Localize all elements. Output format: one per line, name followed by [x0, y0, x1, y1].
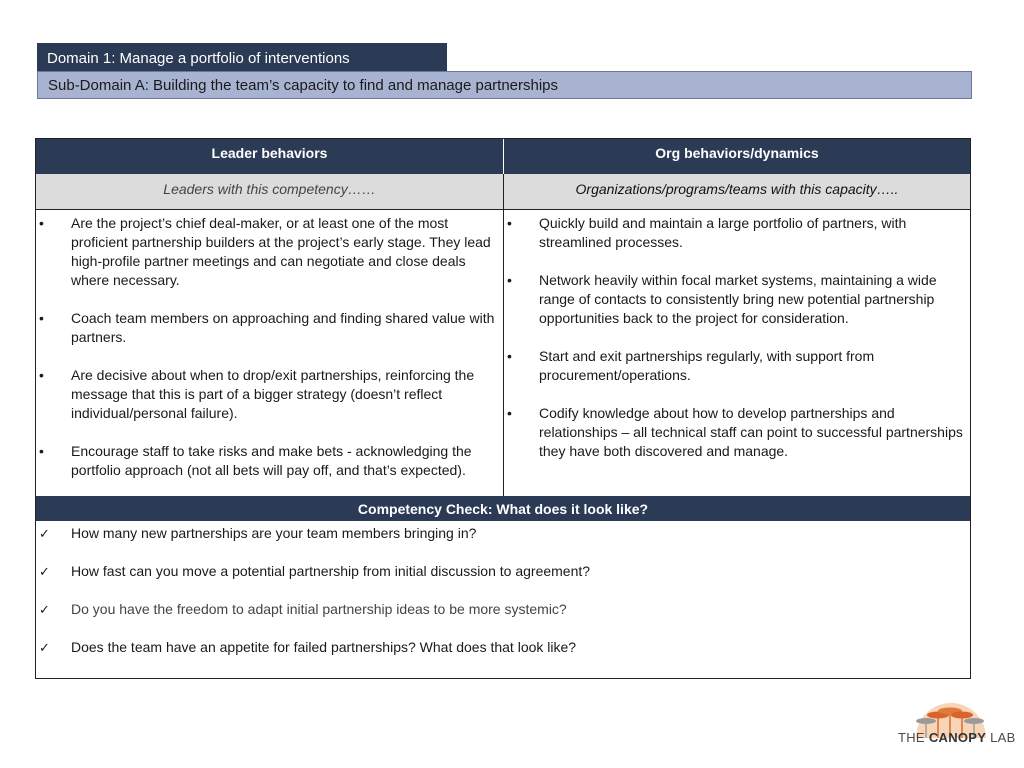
org-behaviors-header: Org behaviors/dynamics: [503, 139, 970, 174]
bullet-icon: •: [39, 443, 44, 459]
domain-title: Domain 1: Manage a portfolio of interventions: [37, 43, 447, 72]
check-item: ✓ How many new partnerships are your team members bringing in?: [39, 525, 477, 541]
list-item: • Network heavily within focal market systems, maintaining a wide range of contacts to consistently bring new potential partnership opportunities back to the project for consideration.: [507, 272, 937, 326]
check-item: ✓ Do you have the freedom to adapt initial partnership ideas to be more systemic?: [39, 601, 567, 617]
checkmark-icon: ✓: [39, 526, 50, 541]
leader-behaviors-header: Leader behaviors: [36, 139, 503, 174]
list-item: • Coach team members on approaching and finding shared value with partners.: [39, 310, 495, 345]
subdomain-title: Sub-Domain A: Building the team’s capacity to find and manage partnerships: [37, 71, 972, 99]
bullet-icon: •: [507, 272, 512, 288]
check-item: ✓ How fast can you move a potential partnership from initial discussion to agreement?: [39, 563, 591, 579]
competency-check-list: [36, 524, 970, 676]
list-item: • Are the project’s chief deal-maker, or at least one of the most proficient partnership builders at the project’s early stage. They lead high-profile partner meetings and can negotiate and close deals where necessary.: [39, 215, 491, 288]
competency-check-header: Competency Check: What does it look like?: [36, 496, 970, 521]
bullet-icon: •: [507, 348, 512, 364]
org-subheader: Organizations/programs/teams with this capacity…..: [503, 174, 970, 210]
leader-behaviors-list: [36, 210, 503, 496]
bullet-icon: •: [507, 405, 512, 421]
checkmark-icon: ✓: [39, 602, 50, 617]
bullet-icon: •: [39, 215, 44, 231]
bullet-icon: •: [39, 310, 44, 326]
list-item: • Are decisive about when to drop/exit partnerships, reinforcing the message that this is part of a bigger strategy (doesn’t reflect individual/personal failure).: [39, 367, 475, 421]
checkmark-icon: ✓: [39, 564, 50, 579]
list-item: • Codify knowledge about how to develop partnerships and relationships – all technical staff can point to successful partnerships they have both discovered and manage.: [507, 405, 963, 459]
list-item: • Start and exit partnerships regularly, with support from procurement/operations.: [507, 348, 875, 383]
bullet-icon: •: [507, 215, 512, 231]
list-item: • Quickly build and maintain a large portfolio of partners, with streamlined processes.: [507, 215, 907, 250]
bullet-icon: •: [39, 367, 44, 383]
canopy-lab-logo-text: THE CANOPY LAB: [898, 730, 1016, 745]
leader-subheader: Leaders with this competency……: [36, 174, 503, 210]
competency-table: [35, 138, 971, 679]
org-behaviors-list: [503, 210, 970, 496]
checkmark-icon: ✓: [39, 640, 50, 655]
list-item: • Encourage staff to take risks and make bets - acknowledging the portfolio approach (not all bets will pay off, and that’s expected).: [39, 443, 472, 478]
check-item: ✓ Does the team have an appetite for failed partnerships? What does that look like?: [39, 639, 577, 655]
